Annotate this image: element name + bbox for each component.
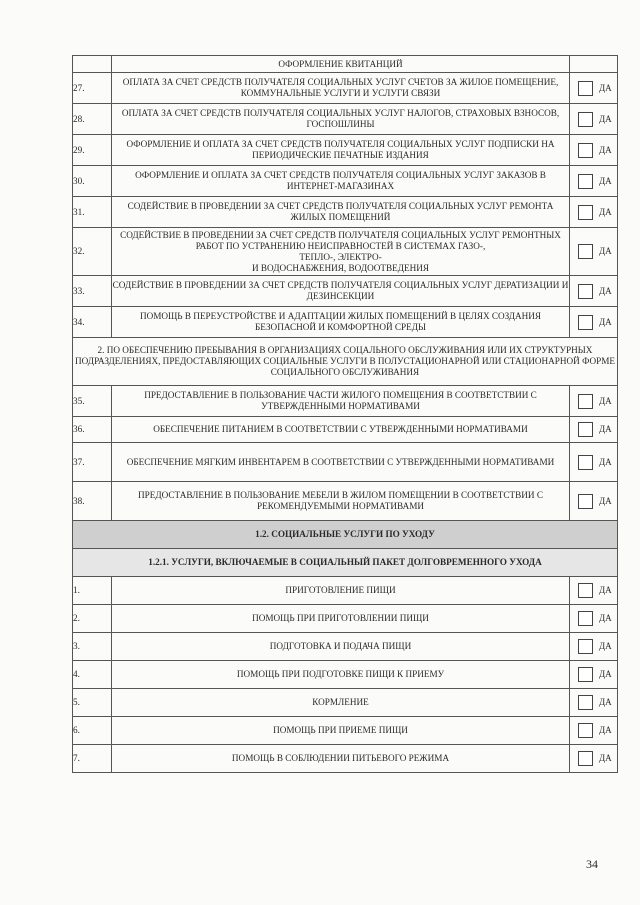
item-number: 5.: [73, 689, 112, 717]
item-text: ПРЕДОСТАВЛЕНИЕ В ПОЛЬЗОВАНИЕ МЕБЕЛИ В ЖИЛОМ ПОМЕЩЕНИИ В СООТВЕТСТВИИ С РЕКОМЕНДУЕМЫМИ НОРМАТИВАМИ: [112, 482, 570, 521]
item-text: СОДЕЙСТВИЕ В ПРОВЕДЕНИИ ЗА СЧЕТ СРЕДСТВ ПОЛУЧАТЕЛЯ СОЦИАЛЬНЫХ УСЛУГ ДЕРАТИЗАЦИИ И ДЕЗИНСЕКЦИИ: [112, 276, 570, 307]
yes-checkbox[interactable]: [578, 205, 593, 220]
table-row: [73, 605, 618, 633]
yes-label: ДА: [599, 82, 612, 93]
item-number: 7.: [73, 745, 112, 773]
yes-label: ДА: [599, 144, 612, 155]
yes-label: ДА: [599, 113, 612, 124]
yes-label: ДА: [599, 613, 612, 623]
yes-label: ДА: [599, 641, 612, 651]
section-2-heading: 2. ПО ОБЕСПЕЧЕНИЮ ПРЕБЫВАНИЯ В ОРГАНИЗАЦИЯХ СОЦАЛЬНОГО ОБСЛУЖИВАНИЯ ИЛИ ИХ СТРУКТУРНЫХ ПОДРАЗДЕЛЕНИЯХ, ПРЕДОСТАВЛЯЮЩИХ СОЦИАЛЬНЫЕ УСЛУГИ В ПОЛУСТАЦИОНАРНОЙ ИЛИ СТАЦИОНАРНОЙ ФОРМЕ СОЦИАЛЬНОГО ОБСЛУЖИВАНИЯ: [73, 338, 618, 386]
yes-checkbox[interactable]: [578, 723, 593, 738]
item-number: 3.: [73, 633, 112, 661]
yes-label: ДА: [599, 246, 612, 256]
yes-label: ДА: [599, 725, 612, 735]
section-care-subheading: 1.2.1. УСЛУГИ, ВКЛЮЧАЕМЫЕ В СОЦИАЛЬНЫЙ ПАКЕТ ДОЛГОВРЕМЕННОГО УХОДА: [73, 549, 618, 577]
item-text: [112, 228, 570, 276]
yes-checkbox[interactable]: [578, 751, 593, 766]
yes-label: ДА: [599, 395, 612, 406]
table-row: [73, 166, 618, 197]
yes-checkbox[interactable]: [578, 315, 593, 330]
table-row: [73, 386, 618, 417]
item-text: ОФОРМЛЕНИЕ И ОПЛАТА ЗА СЧЕТ СРЕДСТВ ПОЛУЧАТЕЛЯ СОЦИАЛЬНЫХ УСЛУГ ПОДПИСКИ НА ПЕРИОДИЧЕСКИЕ ПЕЧАТНЫЕ ИЗДАНИЯ: [112, 135, 570, 166]
yes-checkbox[interactable]: [578, 611, 593, 626]
yes-label: ДА: [599, 669, 612, 679]
item-text: ОПЛАТА ЗА СЧЕТ СРЕДСТВ ПОЛУЧАТЕЛЯ СОЦИАЛЬНЫХ УСЛУГ СЧЕТОВ ЗА ЖИЛОЕ ПОМЕЩЕНИЕ, КОММУНАЛЬНЫЕ УСЛУГИ И УСЛУГИ СВЯЗИ: [112, 73, 570, 104]
table-row: [73, 482, 618, 521]
item-number: 36.: [73, 417, 112, 443]
section-care-heading: 1.2. СОЦИАЛЬНЫЕ УСЛУГИ ПО УХОДУ: [73, 521, 618, 549]
table-row: [73, 104, 618, 135]
item-number: 38.: [73, 482, 112, 521]
table-row: [73, 135, 618, 166]
item-number: 32.: [73, 228, 112, 276]
item-number: 2.: [73, 605, 112, 633]
table-row: [73, 276, 618, 307]
yes-checkbox[interactable]: [578, 112, 593, 127]
item-number: 31.: [73, 197, 112, 228]
table-row: [73, 661, 618, 689]
yes-label: ДА: [599, 697, 612, 707]
table-row: [73, 689, 618, 717]
yes-label: ДА: [599, 585, 612, 595]
yes-checkbox[interactable]: [578, 455, 593, 470]
yes-checkbox[interactable]: [578, 639, 593, 654]
item-text-line: ТЕПЛО-, ЭЛЕКТРО-: [299, 251, 382, 262]
yes-checkbox[interactable]: [578, 143, 593, 158]
item-text: ПРИГОТОВЛЕНИЕ ПИЩИ: [112, 577, 570, 605]
item-text: ПОМОЩЬ В СОБЛЮДЕНИИ ПИТЬЕВОГО РЕЖИМА: [112, 745, 570, 773]
yes-label: ДА: [599, 424, 612, 434]
table-row: [73, 197, 618, 228]
yes-checkbox[interactable]: [578, 494, 593, 509]
item-number: 30.: [73, 166, 112, 197]
item-text: ОБЕСПЕЧЕНИЕ ПИТАНИЕМ В СООТВЕТСТВИИ С УТВЕРЖДЕННЫМИ НОРМАТИВАМИ: [112, 417, 570, 443]
yes-label: ДА: [599, 456, 612, 467]
item-number: 29.: [73, 135, 112, 166]
item-number: 37.: [73, 443, 112, 482]
table-row: [73, 443, 618, 482]
item-text-line: И ВОДОСНАБЖЕНИЯ, ВОДООТВЕДЕНИЯ: [251, 262, 429, 273]
yes-checkbox[interactable]: [578, 695, 593, 710]
yes-label: ДА: [599, 175, 612, 186]
item-text: ПРЕДОСТАВЛЕНИЕ В ПОЛЬЗОВАНИЕ ЧАСТИ ЖИЛОГО ПОМЕЩЕНИЯ В СООТВЕТСТВИИ С УТВЕРЖДЕННЫМИ НОРМАТИВАМИ: [112, 386, 570, 417]
table-row: [73, 577, 618, 605]
item-text: ОБЕСПЕЧЕНИЕ МЯГКИМ ИНВЕНТАРЕМ В СООТВЕТСТВИИ С УТВЕРЖДЕННЫМИ НОРМАТИВАМИ: [112, 443, 570, 482]
table-row: [73, 633, 618, 661]
item-number: 33.: [73, 276, 112, 307]
yes-label: ДА: [599, 495, 612, 506]
item-number: 1.: [73, 577, 112, 605]
item-text: СОДЕЙСТВИЕ В ПРОВЕДЕНИИ ЗА СЧЕТ СРЕДСТВ ПОЛУЧАТЕЛЯ СОЦИАЛЬНЫХ УСЛУГ РЕМОНТА ЖИЛЫХ ПОМЕЩЕНИЙ: [112, 197, 570, 228]
item-number: 4.: [73, 661, 112, 689]
yes-checkbox[interactable]: [578, 667, 593, 682]
table-row: [73, 745, 618, 773]
item-text: ПОМОЩЬ ПРИ ПОДГОТОВКЕ ПИЩИ К ПРИЕМУ: [112, 661, 570, 689]
table-row: [73, 417, 618, 443]
section-row: [73, 549, 618, 577]
yes-checkbox[interactable]: [578, 583, 593, 598]
item-text: ПОМОЩЬ ПРИ ПРИГОТОВЛЕНИИ ПИЩИ: [112, 605, 570, 633]
table-row: [73, 73, 618, 104]
yes-label: ДА: [599, 316, 612, 327]
section-row: [73, 521, 618, 549]
table-row: [73, 307, 618, 338]
item-number: 35.: [73, 386, 112, 417]
item-text: ОФОРМЛЕНИЕ И ОПЛАТА ЗА СЧЕТ СРЕДСТВ ПОЛУЧАТЕЛЯ СОЦИАЛЬНЫХ УСЛУГ ЗАКАЗОВ В ИНТЕРНЕТ-МАГАЗИНАХ: [112, 166, 570, 197]
item-text: ПОДГОТОВКА И ПОДАЧА ПИЩИ: [112, 633, 570, 661]
yes-checkbox[interactable]: [578, 422, 593, 437]
yes-label: ДА: [599, 206, 612, 217]
item-text: ПОМОЩЬ ПРИ ПРИЕМЕ ПИЩИ: [112, 717, 570, 745]
yes-checkbox[interactable]: [578, 244, 593, 259]
table-row: [73, 717, 618, 745]
table-row: [73, 228, 618, 276]
row-header-text: ОФОРМЛЕНИЕ КВИТАНЦИЙ: [112, 56, 570, 73]
item-text: ОПЛАТА ЗА СЧЕТ СРЕДСТВ ПОЛУЧАТЕЛЯ СОЦИАЛЬНЫХ УСЛУГ НАЛОГОВ, СТРАХОВЫХ ВЗНОСОВ, ГОСПОШЛИНЫ: [112, 104, 570, 135]
item-text-line: СОДЕЙСТВИЕ В ПРОВЕДЕНИИ ЗА СЧЕТ СРЕДСТВ ПОЛУЧАТЕЛЯ СОЦИАЛЬНЫХ УСЛУГ РЕМОНТНЫХ РАБОТ ПО УСТРАНЕНИЮ НЕИСПРАВНОСТЕЙ В СИСТЕМАХ ГАЗО-,: [120, 229, 561, 251]
yes-label: ДА: [599, 753, 612, 763]
item-number: 28.: [73, 104, 112, 135]
yes-checkbox[interactable]: [578, 81, 593, 96]
yes-checkbox[interactable]: [578, 174, 593, 189]
item-number: 27.: [73, 73, 112, 104]
item-number: 34.: [73, 307, 112, 338]
item-text: КОРМЛЕНИЕ: [112, 689, 570, 717]
yes-checkbox[interactable]: [578, 394, 593, 409]
table-row: [73, 56, 618, 73]
item-number: 6.: [73, 717, 112, 745]
yes-label: ДА: [599, 285, 612, 296]
page-number: 34: [586, 857, 598, 871]
item-text: ПОМОЩЬ В ПЕРЕУСТРОЙСТВЕ И АДАПТАЦИИ ЖИЛЫХ ПОМЕЩЕНИЙ В ЦЕЛЯХ СОЗДАНИЯ БЕЗОПАСНОЙ И КОМФОРТНОЙ СРЕДЫ: [112, 307, 570, 338]
services-form-table: [72, 55, 618, 773]
section-row: [73, 338, 618, 386]
yes-checkbox[interactable]: [578, 284, 593, 299]
